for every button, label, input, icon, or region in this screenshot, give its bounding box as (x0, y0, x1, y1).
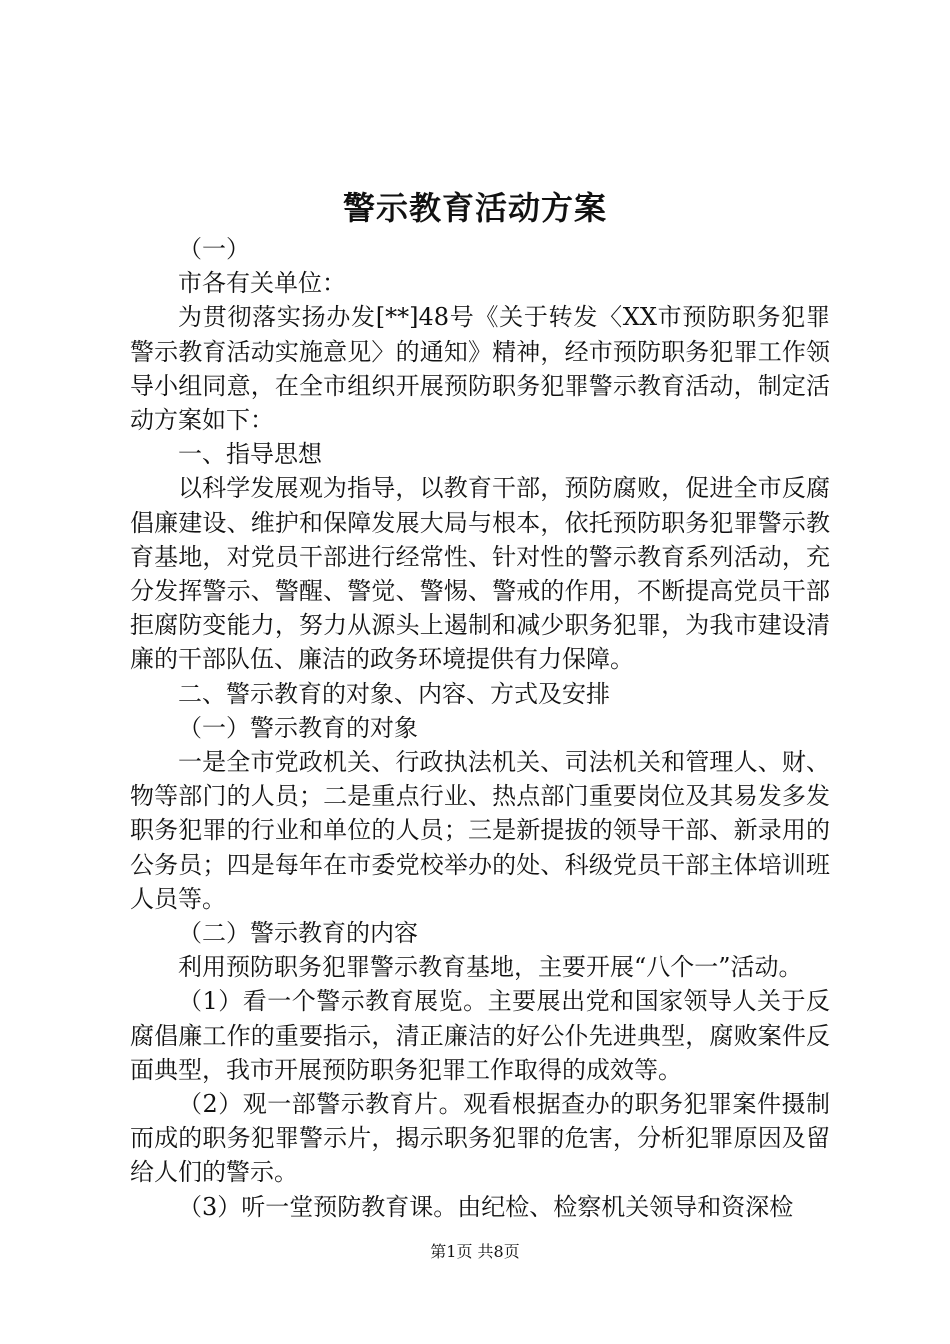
subsection-heading: （二）警示教育的内容 (178, 919, 418, 948)
paragraph: 以科学发展观为指导，以教育干部，预防腐败，促进全市反腐倡廉建设、维护和保障发展大局与根本，依托预防职务犯罪警示教育基地，对党员干部进行经常性、针对性的警示教育系列活动，充分发挥警示、警醒、警觉、警惕、警戒的作用，不断提高党员干部拒腐防变能力，努力从源头上遏制和减少职务犯罪，为我市建设清廉的干部队伍、廉洁的政务环境提供有力保障。 (130, 474, 830, 674)
paragraph: 一是全市党政机关、行政执法机关、司法机关和管理人、财、物等部门的人员；二是重点行业、热点部门重要岗位及其易发多发职务犯罪的行业和单位的人员；三是新提拔的领导干部、新录用的公务员；四是每年在市委党校举办的处、科级党员干部主体培训班人员等。 (130, 748, 830, 913)
paragraph: （一） (178, 235, 250, 263)
paragraph: 为贯彻落实扬办发[**]48号《关于转发〈XX市预防职务犯罪警示教育活动实施意见〉的通知》精神，经市预防职务犯罪工作领导小组同意，在全市组织开展预防职务犯罪警示教育活动，制定活动方案如下： (130, 303, 830, 435)
section-heading: 一、指导思想 (178, 440, 322, 469)
paragraph: （2）观一部警示教育片。观看根据查办的职务犯罪案件摄制而成的职务犯罪警示片，揭示职务犯罪的危害，分析犯罪原因及留给人们的警示。 (130, 1090, 830, 1187)
section-heading: 二、警示教育的对象、内容、方式及安排 (178, 679, 610, 708)
page-footer: 第1页 共8页 (430, 1242, 520, 1261)
document-body (130, 232, 830, 1224)
paragraph: （1）看一个警示教育展览。主要展出党和国家领导人关于反腐倡廉工作的重要指示，清正廉洁的好公仆先进典型，腐败案件反面典型，我市开展预防职务犯罪工作取得的成效等。 (130, 987, 830, 1084)
document-title: 警示教育活动方案 (342, 189, 607, 227)
paragraph: （3）听一堂预防教育课。由纪检、检察机关领导和资深检 (178, 1192, 794, 1221)
subsection-heading: （一）警示教育的对象 (178, 713, 418, 742)
paragraph: 利用预防职务犯罪警示教育基地，主要开展“八个一”活动。 (178, 953, 803, 982)
paragraph: 市各有关单位： (178, 269, 346, 298)
